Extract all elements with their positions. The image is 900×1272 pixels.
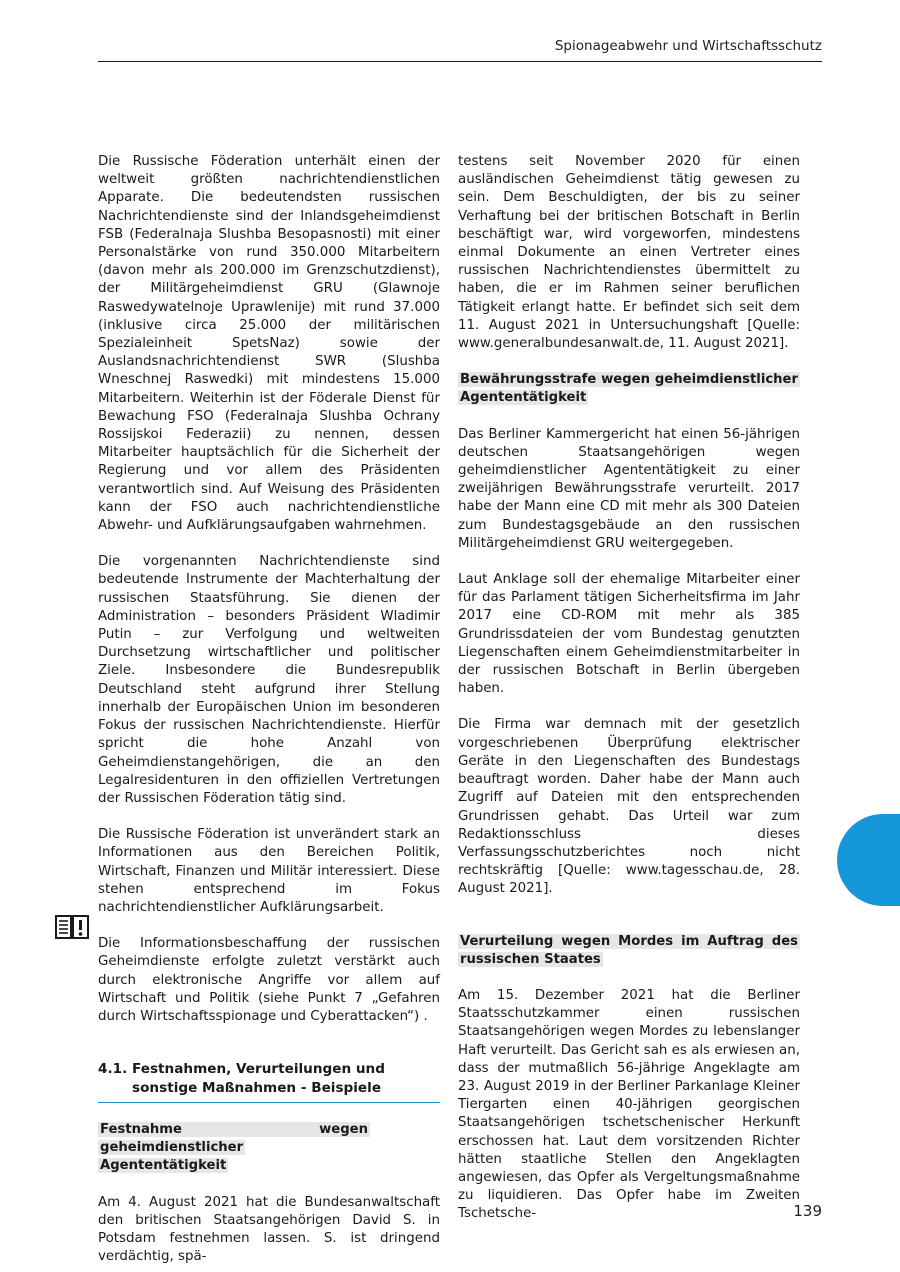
subheading: Verurteilung wegen Mordes im Auftrag des russischen Staates	[460, 933, 798, 967]
paragraph: Am 15. Dezember 2021 hat die Berliner Staatsschutzkammer einen russischen Staatsangehörigen wegen Mordes zu lebenslanger Haft verurteilt. Das Gericht sah es als erwiesen an, dass der mutmaßlich 56-jährige Angeklagte am 23. August 2019 in der Berliner Parkanlage Kleiner Tiergarten einen 40-jährigen georgischen Staatsangehörigen tschetschenischer Herkunft erschossen hat. Laut dem vorsitzenden Richter hätten staatliche Stellen den Angeklagten angewiesen, das Opfer als Vergeltungsmaßnahme zu liquidieren. Das Opfer habe im Zweiten Tschetsche-	[458, 987, 800, 1222]
paragraph: Die Russische Föderation unterhält einen der weltweit größten nachrichtendienstlichen Apparate. Die bedeutendsten russischen Nachrichtendienste sind der Inlandsgeheimdienst FSB (Federalnaja Slushba Besopasnosti) mit einer Personalstärke von rund 350.000 Mitarbeitern (davon mehr als 200.000 im Grenzschutzdienst), der Militärgeheimdienst GRU (Glawnoje Raswedywatelnoje Uprawlenije) mit rund 37.000 (inklusive circa 25.000 der militärischen Spezialeinheit SpetsNaz) sowie der Auslandsnachrichtendienst SWR (Slushba Wneschnej Raswedki) mit mindestens 15.000 Mitarbeitern. Weiterhin ist der Föderale Dienst für Bewachung FSO (Federalnaja Slushba Ochrany Rossijskoi Federazii) zu nennen, dessen Mitarbeiter hauptsächlich für die Sicherheit der Regierung und vor allem des Präsidenten verantwortlich sind. Auf Weisung des Präsidenten kann der FSO auch nachrichtendienstliche Abwehr- und Aufklärungsaufgaben wahrnehmen.	[98, 154, 440, 534]
subheading: Bewährungsstrafe wegen geheimdienstlicher Agententätigkeit	[460, 372, 798, 406]
paragraph: testens seit November 2020 für einen ausländischen Geheimdienst tätig gewesen zu sein. Dem Beschuldigten, der bis zu seiner Verhaftung bei der britischen Botschaft in Berlin beschäftigt war, wird vorgeworfen, mindestens einmal Dokumente an einen Vertreter eines russischen Nachrichtendienstes übermittelt zu haben, die er im Rahmen seiner beruflichen Tätigkeit erlangt hatte. Er befindet sich seit dem 11. August 2021 in Untersuchungshaft [Quelle: www.generalbundesanwalt.de, 11. August 2021].	[458, 154, 800, 352]
running-header: Spionageabwehr und Wirtschaftsschutz	[554, 38, 822, 54]
section-title: Festnahmen, Verurteilungen und sonstige Maßnahmen - Beispiele	[132, 1061, 385, 1096]
paragraph: Die vorgenannten Nachrichtendienste sind bedeutende Instrumente der Machterhaltung der russischen Staatsführung. Sie dienen der Administration – besonders Präsident Wladimir Putin – zur Verfolgung und weltweiten Durchsetzung wirtschaftlicher und politischer Ziele. Insbesondere die Bundesrepublik Deutschland steht aufgrund ihrer Stellung innerhalb der Europäischen Union im besonderen Fokus der russischen Nachrichtendienste. Hierfür spricht die hohe Anzahl von Geheimdienstangehörigen, die an den Legalresidenturen in den offiziellen Vertretungen der Russischen Föderation tätig sind.	[98, 554, 440, 806]
left-column	[98, 153, 440, 1266]
paragraph: Die Firma war demnach mit der gesetzlich vorgeschriebenen Überprüfung elektrischer Geräte in den Liegenschaften des Bundestags beauftragt worden. Daher habe der Mann auch Zugriff auf Dateien mit den entsprechenden Grundrissen gehabt. Das Urteil war zum Redaktionsschluss dieses Verfassungsschutzberichtes noch nicht rechtskräftig [Quelle: www.tagesschau.de, 28. August 2021].	[458, 717, 800, 897]
section-number: 4.1.	[98, 1061, 128, 1078]
paragraph: Das Berliner Kammergericht hat einen 56-jährigen deutschen Staatsangehörigen wegen geheimdienstlicher Agententätigkeit zu einer zweijährigen Bewährungsstrafe verurteilt. 2017 habe der Mann eine CD mit mehr als 300 Dateien zum Bundestagsgebäude an den russischen Militärgeheimdienst GRU weitergegeben.	[458, 426, 800, 551]
paragraph: Laut Anklage soll der ehemalige Mitarbeiter einer für das Parlament tätigen Sicherheitsfirma im Jahr 2017 eine CD-ROM mit mehr als 385 Grundrissdateien der vom Bundestag genutzten Liegenschaften einem Geheimdienstmitarbeiter in der russischen Botschaft in Berlin übergeben haben.	[458, 572, 800, 697]
page-number: 139	[793, 1202, 822, 1220]
subheading: Festnahme wegen geheimdienstlicher Agententätigkeit	[100, 1121, 368, 1174]
header-rule	[98, 61, 822, 62]
book-exclamation-icon	[54, 912, 90, 942]
right-column	[458, 153, 800, 1224]
chapter-tab	[837, 814, 900, 906]
paragraph: Die Russische Föderation ist unverändert stark an Informationen aus den Bereichen Politik, Wirtschaft, Finanzen und Militär interessiert. Diese stehen entsprechend im Fokus nachrichtendienstlicher Aufklärungsarbeit.	[98, 827, 440, 915]
section-heading	[98, 1060, 440, 1103]
paragraph: Am 4. August 2021 hat die Bundesanwaltschaft den britischen Staatsangehörigen David S. in Potsdam festnehmen lassen. S. ist dringend verdächtig, spä-	[98, 1194, 440, 1265]
paragraph: Die Informationsbeschaffung der russischen Geheimdienste erfolgte zuletzt verstärkt auch durch elektronische Angriffe vor allem auf Wirtschaft und Politik (siehe Punkt 7 „Gefahren durch Wirtschaftsspionage und Cyberattacken“) .	[98, 936, 440, 1024]
